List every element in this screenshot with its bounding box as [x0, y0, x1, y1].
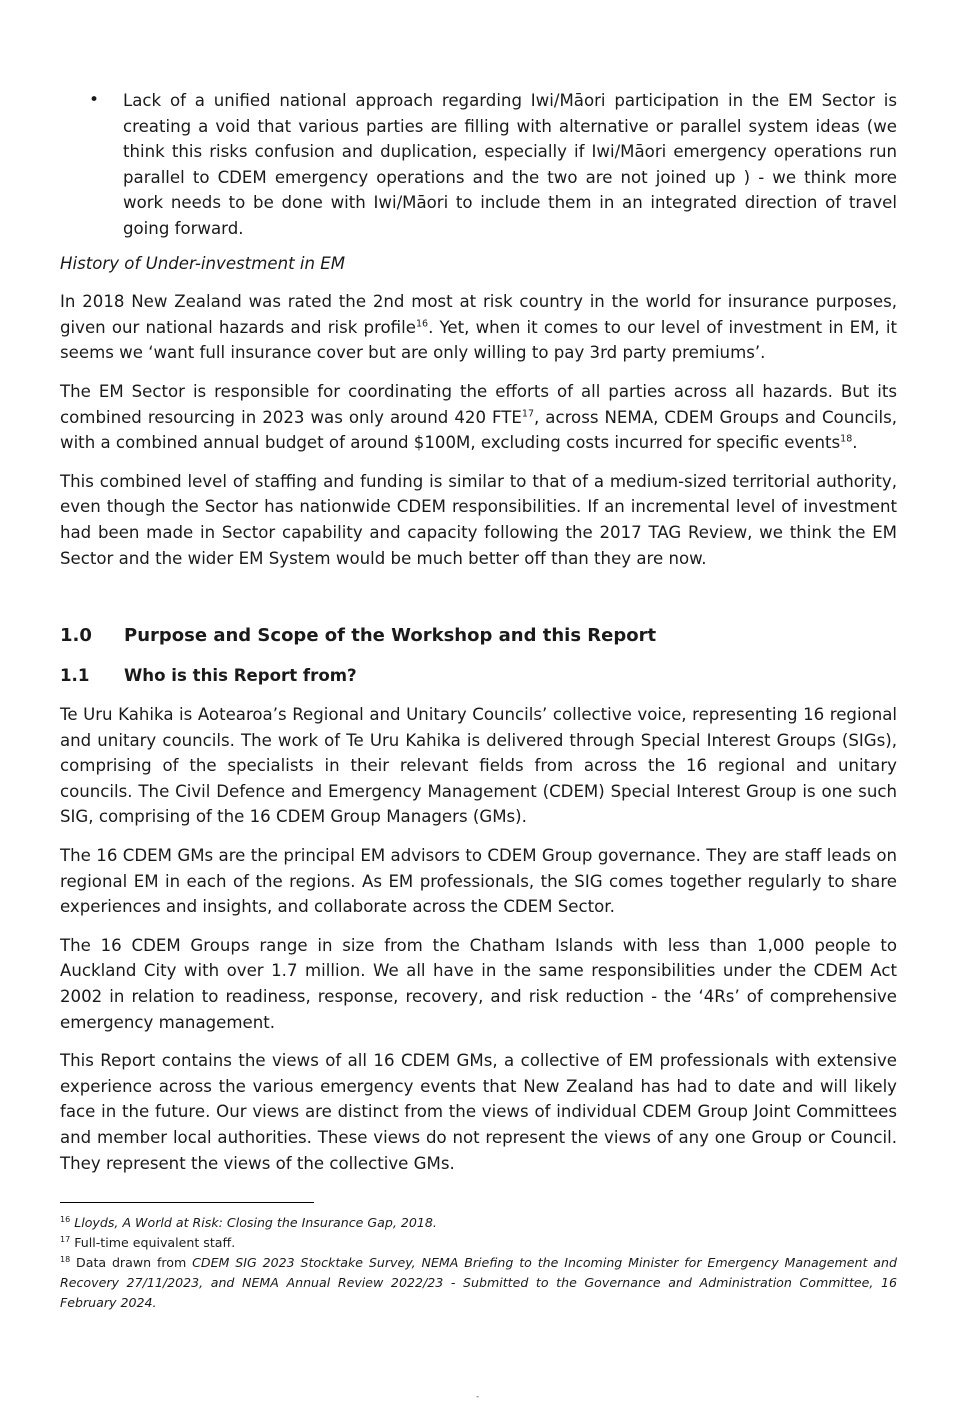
- text-run: . Yet, when it comes to our level of investment in EM, it seems we ‘want full insurance cover but are only willing to pay 3rd party premiums’.: [60, 317, 897, 363]
- footnote-citation: Lloyds, A World at Risk: Closing the Insurance Gap, 2018.: [74, 1215, 437, 1230]
- subsection-number: 1.1: [60, 666, 90, 686]
- footnotes: [60, 1213, 897, 1313]
- paragraph-report-views: This Report contains the views of all 16 CDEM GMs, a collective of EM professionals with extensive experience across the various emergency events that New Zealand has had to date and will likely face in the future. Our views are distinct from the views of individual CDEM Group Joint Committees and member local authorities. These views do not represent the views of any one Group or Council. They represent the views of the collective GMs.: [60, 1051, 897, 1173]
- footnote-16: [60, 1213, 897, 1233]
- footnote-text: Data drawn from: [76, 1255, 193, 1270]
- paragraph-staffing: This combined level of staffing and funding is similar to that of a medium-sized territorial authority, even though the Sector has nationwide CDEM responsibilities. If an incremental level of investment had been made in Sector capability and capacity following the 2017 TAG Review, we think the EM Sector and the wider EM System would be much better off than they are now.: [60, 471, 897, 568]
- subsection-title: Who is this Report from?: [124, 666, 357, 686]
- footnote-text: Full-time equivalent staff.: [74, 1235, 236, 1250]
- text-run: .: [852, 433, 858, 453]
- footnote-citation: CDEM SIG 2023 Stocktake Survey, NEMA Briefing to the Incoming Minister for Emergency Management and Recovery 27/11/2023, and NEMA Annual Review 2022/23 - Submitted to the Governance and Administration Committee, 16 February 2024.: [60, 1255, 897, 1310]
- paragraph-resourcing: [60, 379, 897, 456]
- page-number: -: [476, 1392, 480, 1402]
- footnote-number: 16: [60, 1214, 71, 1224]
- footnote-ref-16[interactable]: 16: [415, 318, 429, 330]
- paragraph-te-uru-kahika: Te Uru Kahika is Aotearoa’s Regional and Unitary Councils’ collective voice, representing 16 regional and unitary councils. The work of Te Uru Kahika is delivered through Special Interest Groups (SIGs), comprising of the specialists in their relevant fields from across the 16 regional and unitary councils. The Civil Defence and Emergency Management (CDEM) Special Interest Group is one such SIG, comprising of the 16 CDEM Group Managers (GMs).: [60, 705, 897, 827]
- section-number: 1.0: [60, 625, 92, 647]
- paragraph-insurance: [60, 289, 897, 366]
- paragraph-cdem-gms: The 16 CDEM GMs are the principal EM advisors to CDEM Group governance. They are staff leads on regional EM in each of the regions. As EM professionals, the SIG comes together regularly to share experiences and insights, and collaborate across the CDEM Sector.: [60, 846, 897, 917]
- footnote-number: 17: [60, 1234, 71, 1244]
- footnote-divider: [60, 1202, 314, 1203]
- section-heading: [60, 623, 897, 649]
- subsection-heading: [60, 663, 897, 689]
- footnote-18: [60, 1253, 897, 1313]
- subheading-history: History of Under-investment in EM: [60, 253, 346, 273]
- footnote-number: 18: [60, 1254, 71, 1264]
- section-title: Purpose and Scope of the Workshop and this Report: [124, 625, 657, 647]
- document-body: [60, 88, 897, 1176]
- bullet-item: • Lack of a unified national approach regarding Iwi/Māori participation in the EM Sector is creating a void that various parties are filling with alternative or parallel system ideas (we think this risks confusion and duplication, especially if Iwi/Māori emergency operations run parallel to CDEM emergency operations and the two are not joined up ) - we think more work needs to be done with Iwi/Māori to include them in an integrated direction of travel going forward.: [123, 88, 897, 242]
- text-run: The EM Sector is responsible for coordinating the efforts of all parties across all hazards. But its combined resourcing in 2023 was only around 420 FTE: [60, 381, 897, 427]
- text-run: , across NEMA, CDEM Groups and Councils, with a combined annual budget of around $100M, excluding costs incurred for specific events: [60, 407, 897, 453]
- footnote-ref-18[interactable]: 18: [840, 433, 853, 445]
- footnote-17: [60, 1233, 897, 1253]
- bullet-list: [60, 88, 897, 242]
- paragraph-cdem-groups: The 16 CDEM Groups range in size from the Chatham Islands with less than 1,000 people to Auckland City with over 1.7 million. We all have in the same responsibilities under the CDEM Act 2002 in relation to readiness, response, recovery, and risk reduction - the ‘4Rs’ of comprehensive emergency management.: [60, 935, 897, 1032]
- footnote-ref-17[interactable]: 17: [521, 408, 535, 419]
- text-run: In 2018 New Zealand was rated the 2nd most at risk country in the world for insurance purposes, given our national hazards and risk profile: [60, 292, 897, 337]
